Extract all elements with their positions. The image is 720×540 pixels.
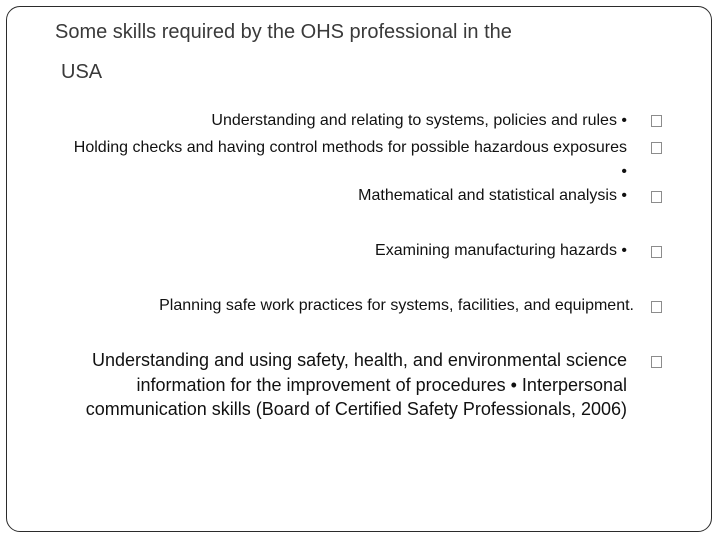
list-item — [67, 184, 627, 208]
list-item-text: Examining manufacturing hazards • — [375, 242, 627, 259]
slide-title-line1: Some skills required by the OHS professional in the — [55, 21, 512, 43]
slide-title-line2: USA — [61, 61, 103, 83]
box-bullet-icon — [651, 142, 662, 154]
box-bullet-icon — [651, 115, 662, 127]
list-item — [67, 136, 627, 184]
box-bullet-icon — [651, 191, 662, 203]
box-bullet-icon — [651, 301, 662, 313]
list-item-text: Holding checks and having control methods for possible hazardous exposures • — [73, 139, 627, 180]
list-item — [67, 109, 627, 133]
list-item-text: Understanding and using safety, health, and environmental science information for the improvement of procedures • Interpersonal communication skills (Board of Certified Safety Professionals, 2006) — [85, 350, 627, 419]
slide-title — [55, 12, 615, 92]
list-item — [74, 294, 634, 318]
list-item — [79, 348, 627, 422]
list-item-text: Mathematical and statistical analysis • — [358, 187, 627, 204]
list-item-text: Understanding and relating to systems, policies and rules • — [211, 112, 627, 129]
list-item-text: Planning safe work practices for systems, facilities, and equipment. — [159, 297, 634, 314]
box-bullet-icon — [651, 246, 662, 258]
box-bullet-icon — [651, 356, 662, 368]
list-item — [67, 239, 627, 263]
